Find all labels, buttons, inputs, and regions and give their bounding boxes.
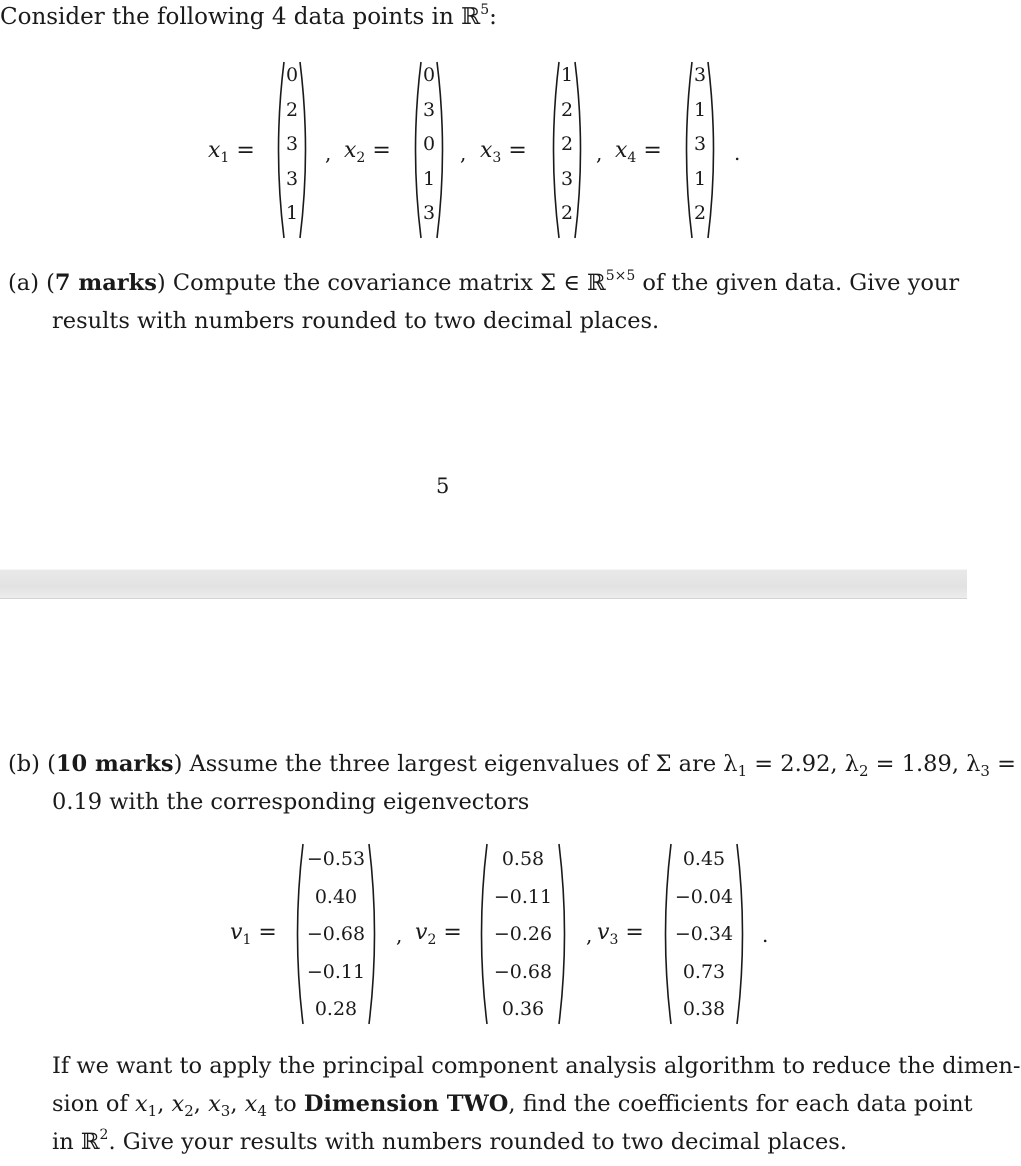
data-point-entry: 2 [693,202,707,224]
data-point-name: x [480,138,493,163]
eigenvector-entry: 0.45 [682,848,726,870]
eigenvector-entry: −0.53 [306,848,366,870]
eigenvector-entry: 0.36 [501,998,545,1020]
data-point-name: x [344,138,357,163]
eigenvector-label [415,920,462,948]
data-point-label [344,138,391,166]
data-point-entry: 2 [560,202,574,224]
eigenvector-entry: 0.40 [314,885,358,908]
eigenvector-entry: −0.34 [674,923,734,945]
lambda-2-index: 2 [858,762,869,780]
var-x: x [171,1091,185,1117]
closing-line-2: sion of $x_1$, $x_2$, $x_3$, $x_4$ to Dimension TWO, find the coefficients for each data point [52,1091,973,1120]
data-point-index: 1 [220,150,230,166]
closing-sion-of: sion of [52,1091,128,1117]
comma-separator: , [596,141,603,165]
eigenvector-entry: 0.73 [682,960,726,983]
set-power: 5 [480,2,490,18]
part-b-label: (b) [8,751,40,777]
eigenvector-entry: 0.38 [682,998,726,1020]
data-point-entry: 0 [422,64,436,86]
lambda-3-index: 3 [980,762,990,780]
eigenvector-vector [659,842,749,1026]
data-point-entry: 1 [285,202,299,224]
data-point-name: x [615,138,628,163]
data-point-entry: 1 [560,64,574,86]
data-point-entry: 3 [693,133,707,155]
page-break-divider [0,569,967,599]
lambda-3-value: 0.19 [52,789,103,815]
data-point-entry: 3 [560,167,574,190]
eigenvector-entry: −0.04 [674,885,734,908]
eigenvector-name: v [597,920,610,945]
eigenvector-name: v [230,920,243,945]
data-point-vector [272,60,312,240]
equals-sign: = [501,138,527,163]
data-point-label [615,138,662,166]
eigenvector-index: 1 [242,932,252,948]
eigenvector-entry: 0.58 [501,848,545,870]
lambda-1-value: 2.92 [780,751,831,777]
lambda-1-index: 1 [737,762,748,780]
data-point-vector [409,60,449,240]
data-point-entry: 3 [422,98,436,121]
eigenvector-index: 3 [609,932,619,948]
closing-to: to [274,1091,297,1117]
eigenvector-entry: −0.26 [493,923,553,945]
lambda-2-value: 1.89 [901,751,952,777]
part-b-line-2 [52,783,529,821]
data-point-entry: 2 [560,133,574,155]
closing-line-3-end: . Give your results with numbers rounded to two decimal places. [108,1129,847,1155]
comma-separator: , [460,141,467,165]
data-point-entry: 1 [693,167,707,190]
part-a-text-end: of the given data. Give your [635,270,960,296]
data-point-entry: 2 [285,98,299,121]
var-x: x [134,1091,148,1117]
data-point-label [208,138,255,166]
var-x: x [208,1091,221,1117]
data-point-label [480,138,527,166]
part-a-line-1: (a) (7 marks) Compute the covariance matrix Σ ∈ ℝ$^{5\times 5}$ of the given data. Give your [8,268,960,296]
var-index: 1 [147,1102,158,1120]
eigenvector-vector [475,842,571,1026]
data-point-name: x [208,138,221,163]
part-a-text: Compute the covariance matrix Σ ∈ ℝ [172,270,606,296]
part-b-line-1: (b) (10 marks) Assume the three largest eigenvalues of Σ are $\lambda_1 = 2.92$, $\lambda_2 = 1.89$, $\lambda_3$ = [8,751,1016,780]
eigenvector-entry: −0.68 [306,923,366,945]
intro-text [0,4,497,30]
equals-sign: = [436,920,462,945]
closing-line-1: If we want to apply the principal component analysis algorithm to reduce the dimen- [52,1053,1021,1079]
data-point-entry: 3 [422,202,436,224]
terminator-period: . [734,141,741,165]
closing-in: in [52,1129,81,1155]
equals-sign: = [251,920,277,945]
eigenvector-entry: −0.11 [493,885,553,908]
data-point-entry: 3 [285,167,299,190]
cov-matrix-dim: 5×5 [605,268,636,284]
data-point-entry: 2 [560,98,574,121]
data-point-entry: 0 [285,64,299,86]
comma-separator: , [325,141,332,165]
data-point-index: 4 [627,150,637,166]
data-point-entry: 0 [422,133,436,155]
var-index: 2 [184,1102,194,1120]
eigenvector-name: v [415,920,428,945]
var-index: 3 [220,1102,231,1120]
part-b-text-end: with the corresponding eigenvectors [109,789,530,815]
data-point-entry: 3 [693,64,707,86]
real-set-symbol: ℝ [461,4,481,30]
intro-colon: : [489,4,497,30]
terminator-period: . [762,923,769,947]
equals-sign: = [636,138,662,163]
data-point-vector [680,60,720,240]
closing-line-2-end: , find the coefficients for each data point [508,1091,973,1117]
real-set-symbol: ℝ [80,1129,100,1155]
var-x: x [244,1091,258,1117]
set-power: 2 [99,1127,109,1143]
eigenvector-entry: 0.28 [314,998,358,1020]
data-point-entry: 1 [422,167,436,190]
data-point-entry: 3 [285,133,299,155]
data-point-index: 2 [356,150,366,166]
comma-separator: , [586,923,593,947]
data-point-entry: 1 [693,98,707,121]
part-b-text: Assume the three largest eigenvalues of Σ are λ [189,751,738,777]
eigenvector-entry: −0.11 [306,960,366,983]
var-index: 4 [257,1102,267,1120]
eigenvector-vector [291,842,381,1026]
equals-sign: = [618,920,644,945]
part-b-marks: 10 marks [55,751,174,777]
page-number: 5 [436,474,450,498]
eigenvector-entry: −0.68 [493,960,553,983]
closing-line-3 [52,1123,847,1164]
data-point-index: 3 [492,150,502,166]
part-a-line-2: results with numbers rounded to two decimal places. [52,308,660,334]
dimension-two-bold: Dimension TWO [303,1091,509,1117]
equals-sign: = [365,138,391,163]
comma-separator: , [396,923,403,947]
part-a-marks: 7 marks [54,270,157,296]
eigenvector-label [230,920,277,948]
data-point-vector [547,60,587,240]
part-a-label: (a) [8,270,39,296]
eigenvector-index: 2 [427,932,437,948]
intro-text-before: Consider the following 4 data points in [0,4,462,30]
eigenvector-label [597,920,644,948]
equals-sign: = [229,138,255,163]
